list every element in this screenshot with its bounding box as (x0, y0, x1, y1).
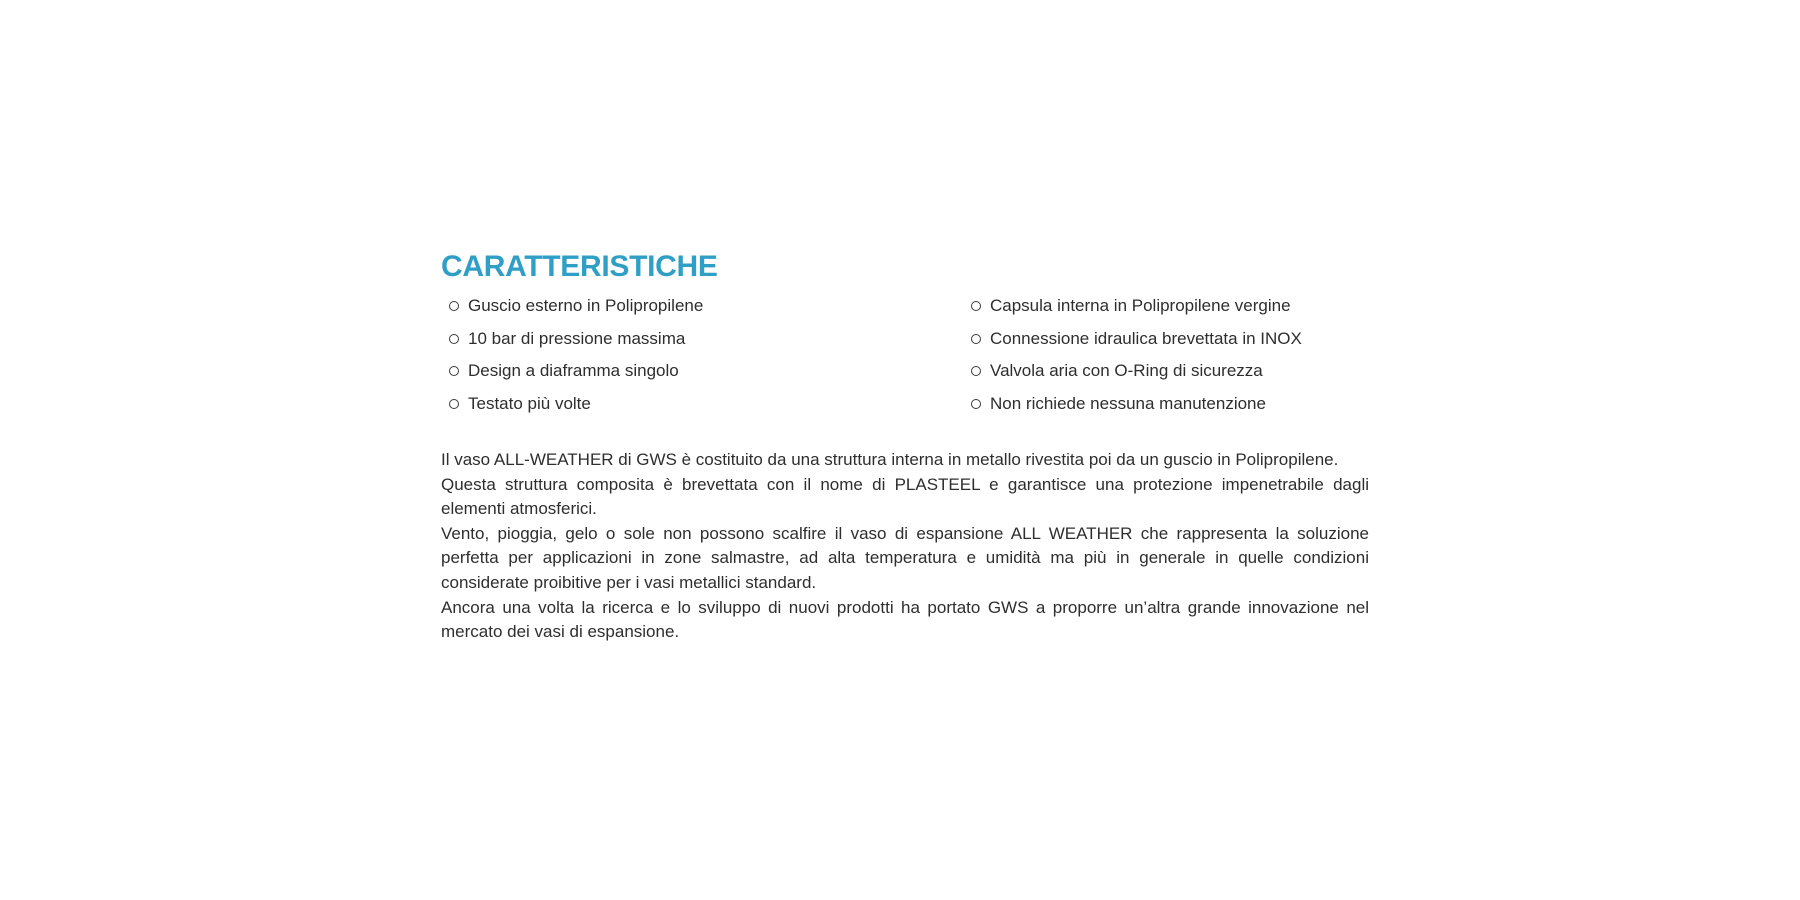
feature-item (971, 290, 1302, 323)
circle-bullet-icon (449, 366, 459, 376)
features-column-left (449, 290, 971, 420)
body-paragraph: Ancora una volta la ricerca e lo sviluppo di nuovi prodotti ha portato GWS a proporre un’altra grande innovazione nel mercato dei vasi di espansione. (441, 597, 1369, 642)
feature-item (449, 388, 971, 421)
feature-item (971, 388, 1302, 421)
feature-label: Non richiede nessuna manutenzione (990, 394, 1266, 414)
circle-bullet-icon (449, 301, 459, 311)
features-column-right (971, 290, 1302, 420)
body-paragraph: Il vaso ALL-WEATHER di GWS è costituito da una struttura interna in metallo rivestita poi da un guscio in Polipropilene. (441, 450, 1339, 469)
circle-bullet-icon (971, 301, 981, 311)
feature-item (449, 355, 971, 388)
feature-label: 10 bar di pressione massima (468, 328, 686, 348)
feature-item (449, 323, 971, 356)
circle-bullet-icon (971, 366, 981, 376)
feature-label: Design a diaframma singolo (468, 361, 679, 381)
circle-bullet-icon (449, 399, 459, 409)
feature-label: Testato più volte (468, 394, 591, 414)
feature-label: Valvola aria con O-Ring di sicurezza (990, 361, 1263, 381)
feature-item (971, 323, 1302, 356)
feature-label: Capsula interna in Polipropilene vergine (990, 296, 1291, 316)
page-title: CARATTERISTICHE (441, 250, 718, 283)
body-paragraph: Questa struttura composita è brevettata con il nome di PLASTEEL e garantisce una protezione impenetrabile dagli elementi atmosferici. (441, 474, 1369, 519)
body-paragraph: Vento, pioggia, gelo o sole non possono scalfire il vaso di espansione ALL WEATHER che rappresenta la soluzione perfetta per applicazioni in zone salmastre, ad alta temperatura e umidità ma più in generale in quelle condizioni considerate proibitive per i vasi metallici standard. (441, 523, 1369, 592)
feature-label: Connessione idraulica brevettata in INOX (990, 328, 1302, 348)
circle-bullet-icon (971, 334, 981, 344)
features-list (441, 290, 1369, 420)
feature-item (449, 290, 971, 323)
content-block (441, 250, 1369, 642)
circle-bullet-icon (971, 399, 981, 409)
circle-bullet-icon (449, 334, 459, 344)
feature-item (971, 355, 1302, 388)
body-text (441, 448, 1369, 645)
feature-label: Guscio esterno in Polipropilene (468, 296, 704, 316)
